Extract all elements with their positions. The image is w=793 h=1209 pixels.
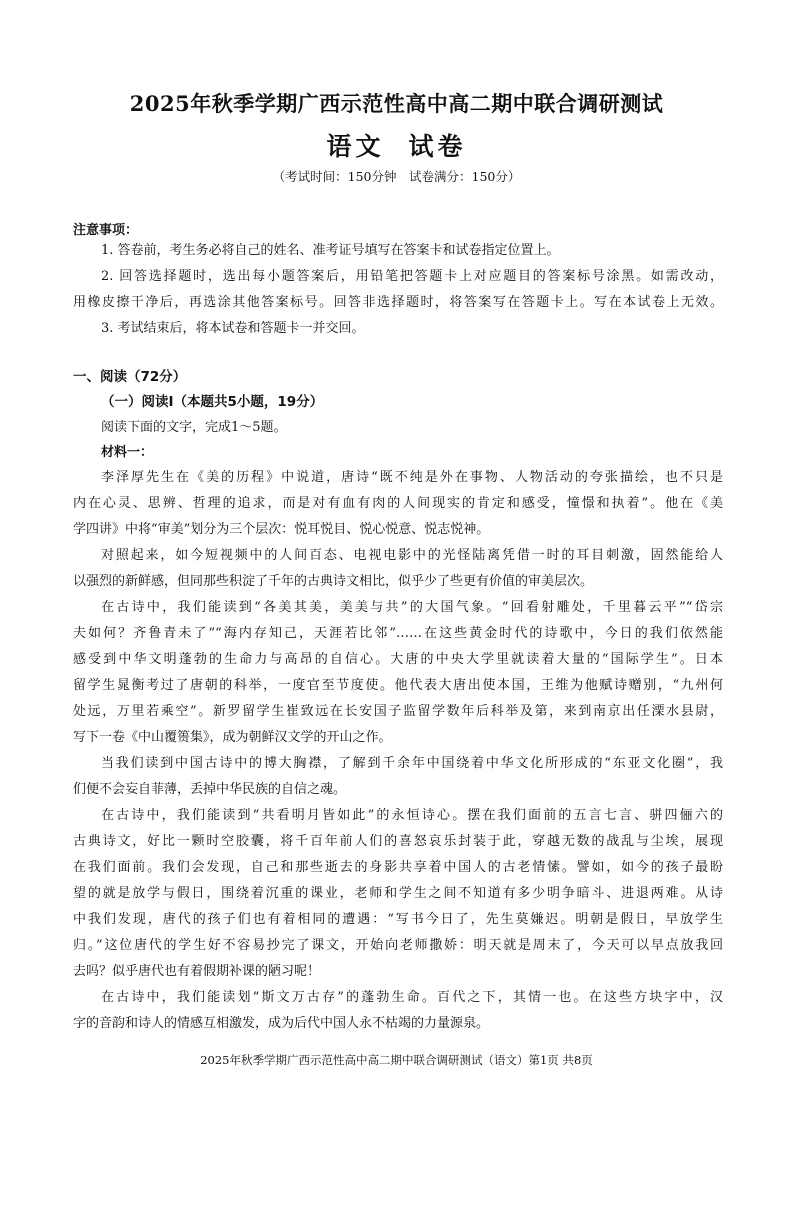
passage-line: 在古诗中，我们能读划“斯文万古存”的蓬勃生命。百代之下，其情一也。在这些方块字中，汉 (101, 990, 723, 1005)
subject-name: 语文 (326, 132, 385, 161)
reading-instruction: 阅读下面的文字，完成1～5题。 (101, 420, 287, 435)
exam-info: （考试时间：150分钟 试卷满分：150分） (272, 169, 521, 184)
passage-line: 字的音韵和诗人的情感互相激发，成为后代中国人永不枯竭的力量源泉。 (73, 1016, 490, 1031)
passage-line: 在古诗中，我们能读到“共看明月皆如此”的永恒诗心。摆在我们面前的五言七言、骈四俪六的 (101, 808, 723, 823)
notice-heading: 注意事项： (73, 223, 139, 238)
passage-line: 望的就是放学与假日，围绕着沉重的课业，老师和学生之间不知道有多少明争暗斗、进退两难。从诗 (73, 886, 723, 901)
notice-item: 3. 考试结束后，将本试卷和答题卡一并交回。 (101, 321, 365, 336)
passage-line: 留学生晁衡考过了唐朝的科举，一度官至节度使。他代表大唐出使本国，王维为他赋诗赠别，“九州何 (73, 678, 723, 693)
passage-line: 学四讲》中将“审美”划分为三个层次：悦耳悦目、悦心悦意、悦志悦神。 (73, 522, 490, 537)
passage-line: 夫如何？齐鲁青未了”“海内存知己，天涯若比邻”……在这些黄金时代的诗歌中，今日的我们依然能 (73, 626, 723, 641)
notice-list (73, 238, 723, 342)
passage-line: 内在心灵、思辨、哲理的追求，而是对有血有肉的人间现实的肯定和感受，憧憬和执着”。他在《美 (73, 496, 723, 511)
material-label: 材料一： (101, 445, 154, 460)
passage-line: 古典诗文，好比一颗时空胶囊，将千百年前人们的喜怒哀乐封装于此，穿越无数的战乱与尘埃，展现 (73, 834, 723, 849)
passage-line: 在古诗中，我们能读到“各美其美，美美与共”的大国气象。“回看射雕处，千里暮云平”“岱宗 (101, 600, 723, 615)
section-heading: 一、阅读（72分） (73, 369, 187, 385)
passage-line: 当我们读到中国古诗中的博大胸襟，了解到千余年中国绕着中华文化所形成的“东亚文化圈”，我 (101, 756, 723, 771)
notice-item: 用橡皮擦干净后，再选涂其他答案标号。回答非选择题时，将答案写在答题卡上。写在本试卷上无效。 (73, 295, 723, 310)
page-footer: 2025年秋季学期广西示范性高中高二期中联合调研测试（语文）第1页 共8页 (200, 1053, 593, 1067)
passage-line: 写下一卷《中山覆篑集》，成为朝鲜汉文学的开山之作。 (73, 730, 392, 745)
passage-line: 去吗？似乎唐代也有着假期补课的陋习呢！ (73, 964, 321, 979)
passage-line: 感受到中华文明蓬勃的生命力与高昂的自信心。大唐的中央大学里就读着大量的“国际学生”。日本 (73, 652, 723, 667)
passage-line: 对照起来，如今短视频中的人间百态、电视电影中的光怪陆离凭借一时的耳目刺激，固然能给人 (101, 548, 723, 563)
passage-line: 处远，万里若乘空”。新罗留学生崔致远在长安国子监留学数年后科举及第，来到南京出任溧水县尉， (73, 704, 723, 719)
passage-line: 们便不会妄自菲薄，丢掉中华民族的自信之魂。 (73, 782, 347, 797)
passage-line: 在我们面前。我们会发现，自己和那些逝去的身影共享着中国人的古老情愫。譬如，如今的孩子最盼 (73, 860, 723, 875)
passage-line: 李泽厚先生在《美的历程》中说道，唐诗“既不纯是外在事物、人物活动的夸张描绘，也不只是 (101, 470, 723, 485)
passage-line: 以强烈的新鲜感，但同那些积淀了千年的古典诗文相比，似乎少了些更有价值的审美层次。 (73, 574, 594, 589)
subject-title (0, 127, 793, 163)
passage (73, 465, 723, 1037)
subsection-heading: （一）阅读Ⅰ（本题共5小题，19分） (101, 394, 324, 410)
paper-label: 试卷 (408, 132, 467, 161)
notice-item: 2. 回答选择题时，选出每小题答案后，用铅笔把答题卡上对应题目的答案标号涂黑。如需改动， (101, 269, 723, 284)
passage-line: 中我们发现，唐代的孩子们也有着相同的遭遇：“写书今日了，先生莫嫌迟。明朝是假日，早放学生 (73, 912, 723, 927)
notice-item: 1. 答卷前，考生务必将自己的姓名、准考证号填写在答案卡和试卷指定位置上。 (101, 243, 560, 258)
exam-title: 2025年秋季学期广西示范性高中高二期中联合调研测试 (129, 91, 664, 116)
passage-line: 归。”这位唐代的学生好不容易抄完了课文，开始向老师撒娇：明天就是周末了，今天可以早点放我回 (73, 938, 723, 953)
